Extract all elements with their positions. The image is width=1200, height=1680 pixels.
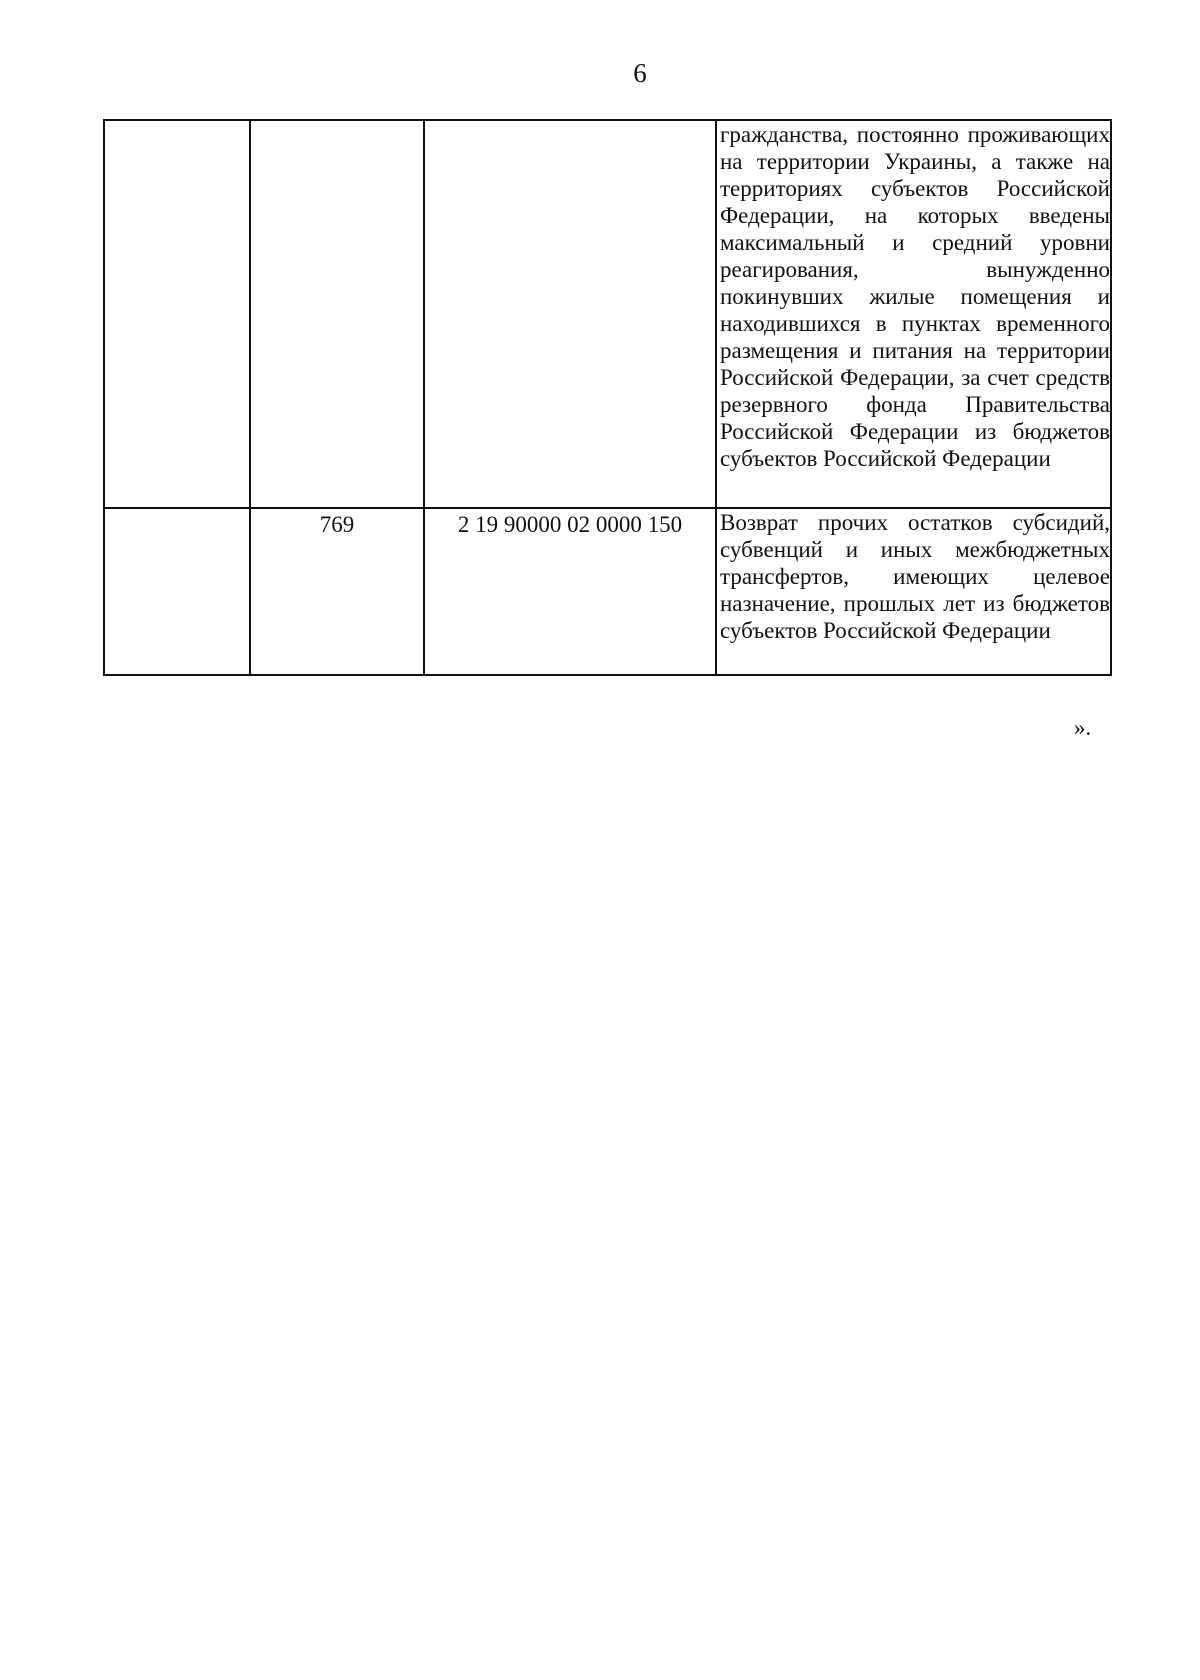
description-cell: Возврат прочих остатков субсидий, субвенций и иных межбюджетных трансфертов, имеющих целевое назначение, прошлых лет из бюджетов субъектов Российской Федерации	[716, 508, 1111, 675]
admin-code-cell	[250, 120, 424, 508]
description-cell: гражданства, постоянно проживающих на территории Украины, а также на территориях субъектов Российской Федерации, на которых введены максимальный и средний уровни реагирования, вынужденно покинувших жилые помещения и находившихся в пунктах временного размещения и питания на территории Российской Федерации, за счет средств резервного фонда Правительства Российской Федерации из бюджетов субъектов Российской Федерации	[716, 120, 1111, 508]
table-cell-empty	[104, 508, 250, 675]
budget-code-cell	[424, 120, 716, 508]
table-cell-empty	[104, 120, 250, 508]
admin-code-cell: 769	[250, 508, 424, 675]
closing-quote-mark: ».	[1074, 715, 1092, 740]
table-row	[104, 120, 1111, 508]
page-number: 6	[633, 58, 647, 88]
table-row	[104, 508, 1111, 675]
budget-codes-table	[103, 119, 1112, 676]
budget-code-cell: 2 19 90000 02 0000 150	[424, 508, 716, 675]
